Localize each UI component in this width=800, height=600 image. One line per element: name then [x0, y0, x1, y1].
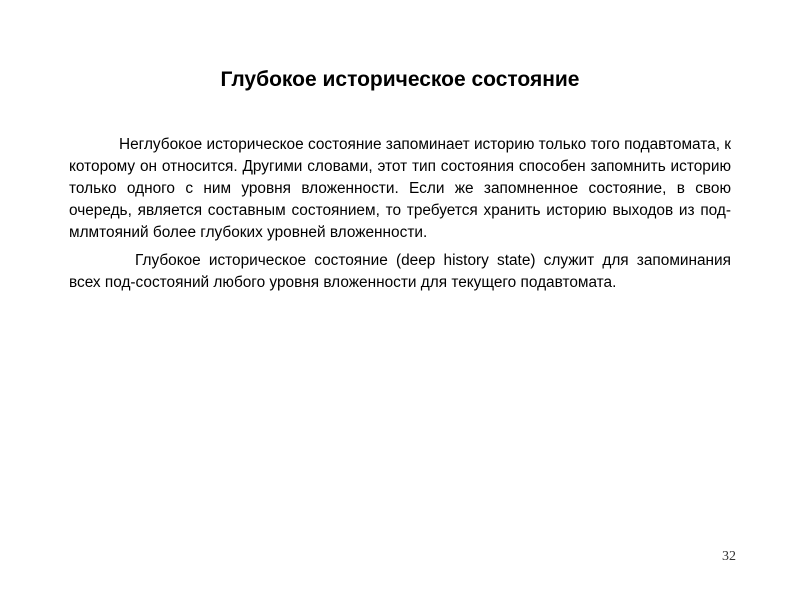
- slide-title: Глубокое историческое состояние: [220, 68, 580, 91]
- page-number: 32: [722, 549, 736, 564]
- paragraph-deep-history: Глубокое историческое состояние (deep history state) служит для запоминания всех под-состояний любого уровня вложенности для текущего подавтомата.: [69, 252, 731, 291]
- paragraph-shallow-history: Неглубокое историческое состояние запоминает историю только того подавтомата, к которому он относится. Другими словами, этот тип состояния способен запомнить историю только одного с ним уровня вложенности. Если же запомненное состояние, в свою очередь, является составным состоянием, то требуется хранить историю выходов из под-млмтояний более глубоких уровней вложенности.: [69, 136, 731, 241]
- slide-body: [69, 134, 731, 294]
